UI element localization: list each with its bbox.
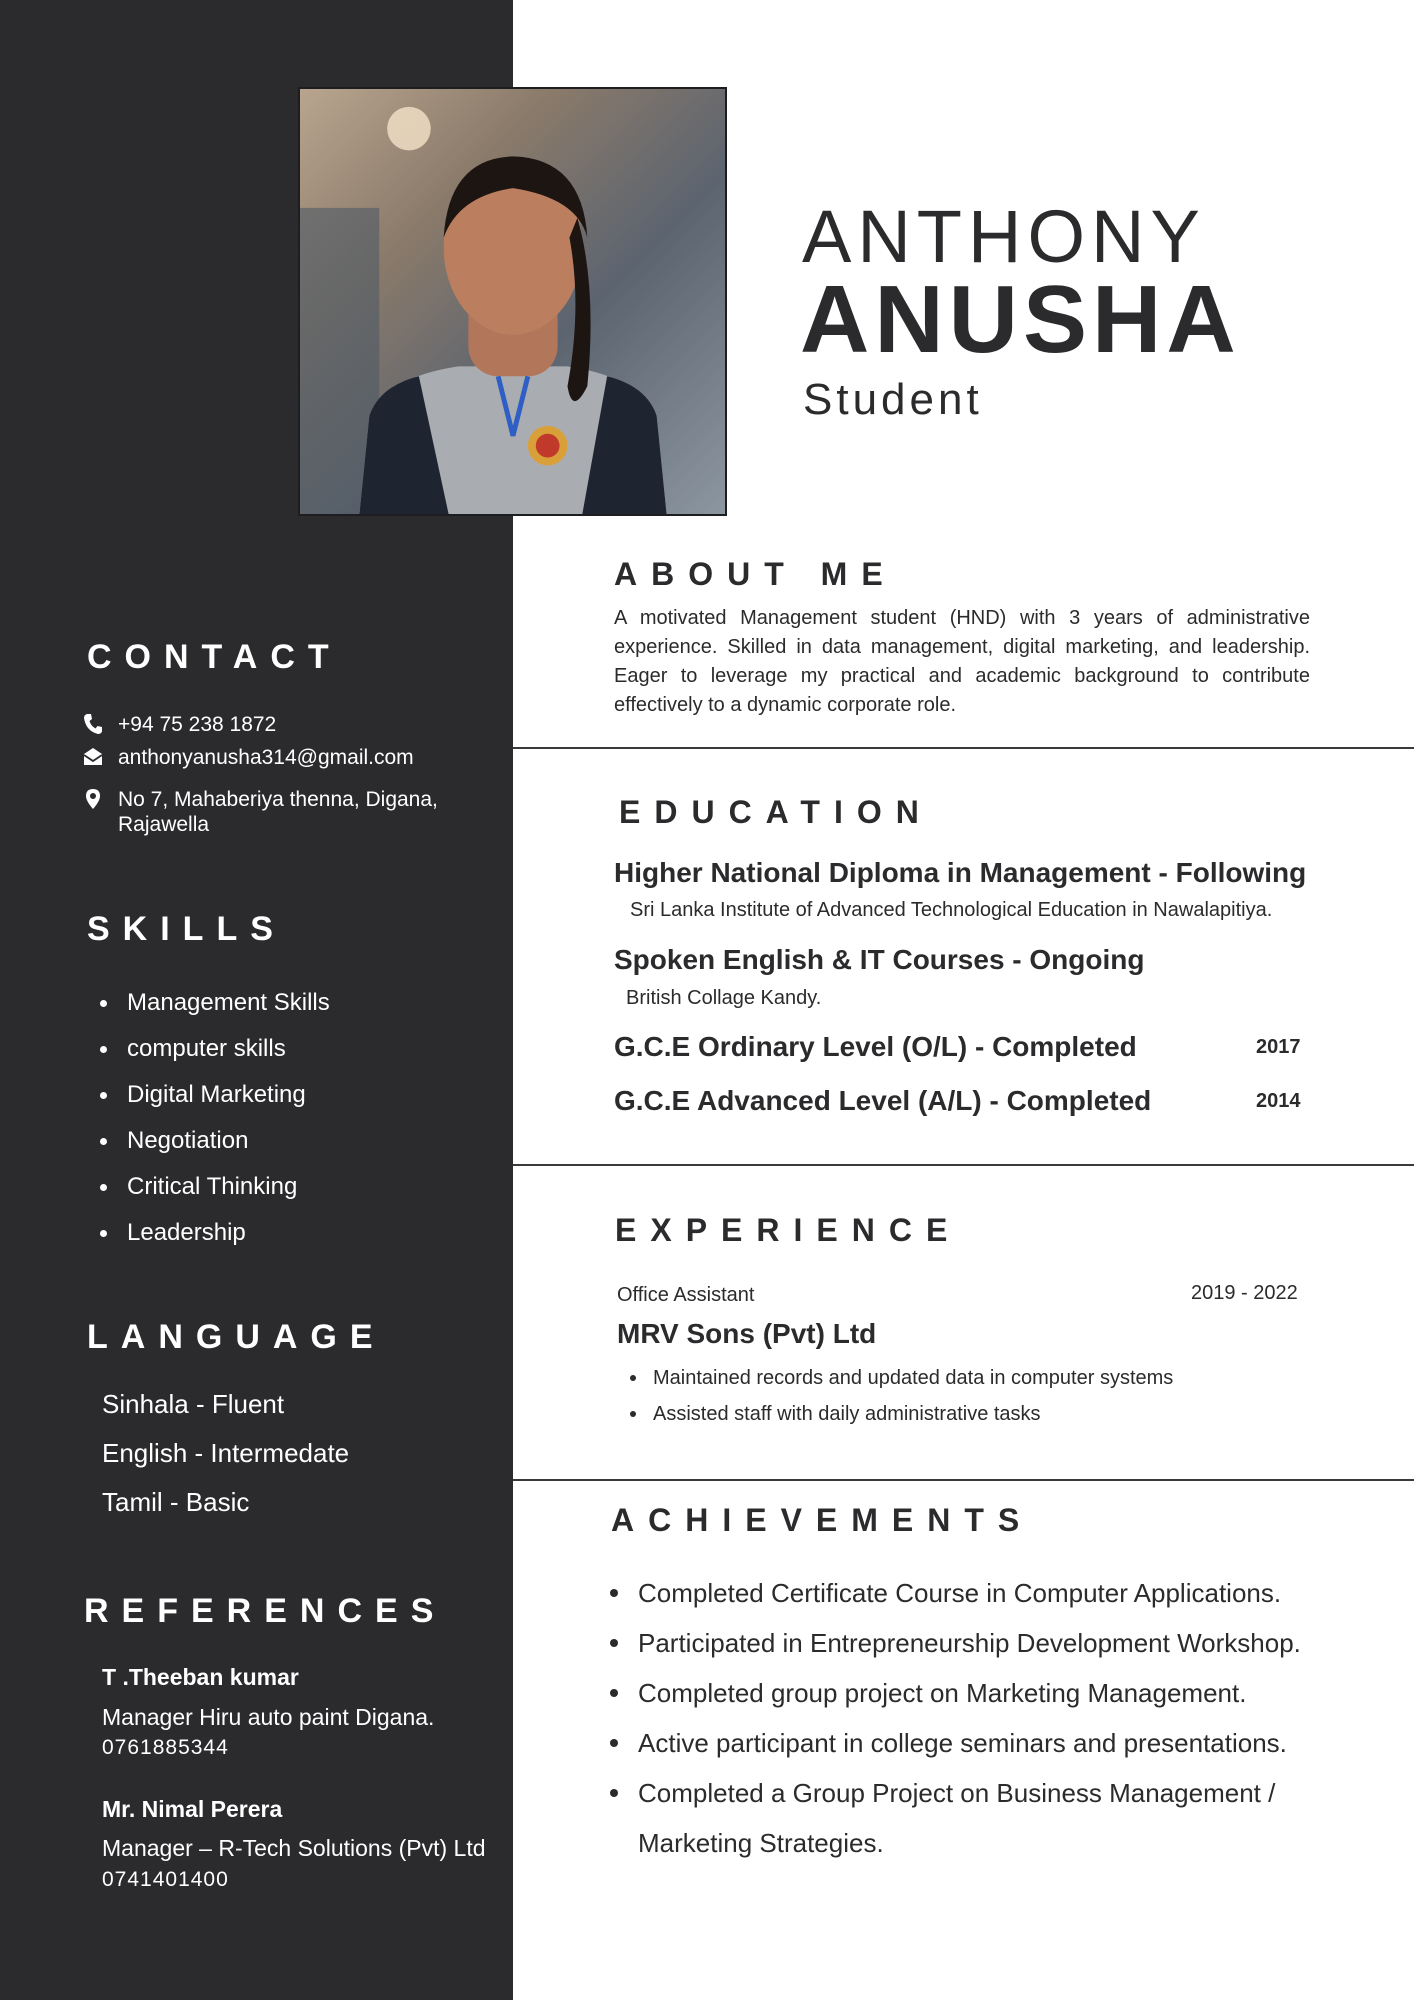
experience-bullet: Assisted staff with daily administrative tasks <box>630 1396 1173 1432</box>
experience-company: MRV Sons (Pvt) Ltd <box>617 1318 877 1349</box>
education-year: 2014 <box>1256 1090 1301 1112</box>
reference-name: T .Theeban kumar <box>102 1664 299 1690</box>
experience-role: Office Assistant <box>617 1284 755 1306</box>
contact-email[interactable]: anthonyanusha314@gmail.com <box>118 746 414 769</box>
profile-photo <box>298 87 727 516</box>
education-year: 2017 <box>1256 1036 1301 1058</box>
language-item: English - Intermedate <box>102 1438 350 1468</box>
education-title: G.C.E Ordinary Level (O/L) - Completed <box>614 1031 1137 1062</box>
references-heading: REFERENCES <box>84 1592 447 1630</box>
reference-role: Manager – R-Tech Solutions (Pvt) Ltd <box>102 1835 486 1861</box>
contact-address <box>118 787 438 837</box>
section-divider <box>513 1479 1414 1481</box>
education-institution: British Collage Kandy. <box>626 987 822 1009</box>
achievement-item: Completed group project on Marketing Management. <box>610 1668 1330 1718</box>
experience-bullet: Maintained records and updated data in computer systems <box>630 1360 1173 1396</box>
skill-item: Leadership <box>100 1210 330 1256</box>
skill-item: Management Skills <box>100 980 330 1026</box>
skill-item: computer skills <box>100 1026 330 1072</box>
section-divider <box>513 1164 1414 1166</box>
experience-heading: EXPERIENCE <box>615 1212 962 1248</box>
education-institution: Sri Lanka Institute of Advanced Technological Education in Nawalapitiya. <box>630 899 1273 921</box>
experience-dates: 2019 - 2022 <box>1191 1282 1298 1304</box>
contact-phone-row <box>83 712 276 737</box>
about-heading: ABOUT ME <box>614 556 897 592</box>
skill-item: Negotiation <box>100 1118 330 1164</box>
skill-item: Critical Thinking <box>100 1164 330 1210</box>
contact-heading: CONTACT <box>87 638 342 676</box>
skills-list <box>100 980 330 1256</box>
achievement-item: Participated in Entrepreneurship Development Workshop. <box>610 1618 1330 1668</box>
reference-phone[interactable]: 0761885344 <box>102 1736 229 1759</box>
education-heading: EDUCATION <box>619 794 933 830</box>
mail-icon <box>83 746 103 768</box>
contact-phone[interactable]: +94 75 238 1872 <box>118 713 277 736</box>
section-divider <box>513 747 1414 749</box>
contact-email-row <box>83 745 414 770</box>
achievements-list <box>610 1568 1330 1868</box>
last-name: ANUSHA <box>800 266 1241 373</box>
about-text: A motivated Management student (HND) with 3 years of administrative experience. Skilled in data management, digital marketing, and leadership. Eager to leverage my practical and academic background to contribute effectively to a dynamic corporate role. <box>614 607 1310 716</box>
achievements-heading: ACHIEVEMENTS <box>611 1502 1034 1538</box>
education-title: Higher National Diploma in Management - Following <box>614 857 1307 888</box>
education-title: G.C.E Advanced Level (A/L) - Completed <box>614 1085 1152 1116</box>
language-item: Sinhala - Fluent <box>102 1389 285 1419</box>
achievement-item: Completed Certificate Course in Computer Applications. <box>610 1568 1330 1618</box>
language-item: Tamil - Basic <box>102 1487 250 1517</box>
reference-phone[interactable]: 0741401400 <box>102 1868 229 1891</box>
phone-icon <box>83 713 103 735</box>
language-list <box>102 1384 349 1531</box>
reference-name: Mr. Nimal Perera <box>102 1796 283 1822</box>
reference-role: Manager Hiru auto paint Digana. <box>102 1704 435 1730</box>
skill-item: Digital Marketing <box>100 1072 330 1118</box>
education-title: Spoken English & IT Courses - Ongoing <box>614 944 1145 975</box>
location-pin-icon <box>83 788 103 810</box>
achievement-item: Active participant in college seminars and presentations. <box>610 1718 1330 1768</box>
address-line-2: Rajawella <box>118 813 210 836</box>
experience-bullets <box>630 1360 1173 1432</box>
address-line-1: No 7, Mahaberiya thenna, Digana, <box>118 788 438 811</box>
first-name: ANTHONY <box>802 195 1206 278</box>
language-heading: LANGUAGE <box>87 1318 386 1356</box>
achievement-item: Completed a Group Project on Business Management / Marketing Strategies. <box>610 1768 1330 1868</box>
skills-heading: SKILLS <box>87 910 286 948</box>
job-role: Student <box>803 375 983 424</box>
contact-address-row <box>83 787 438 837</box>
